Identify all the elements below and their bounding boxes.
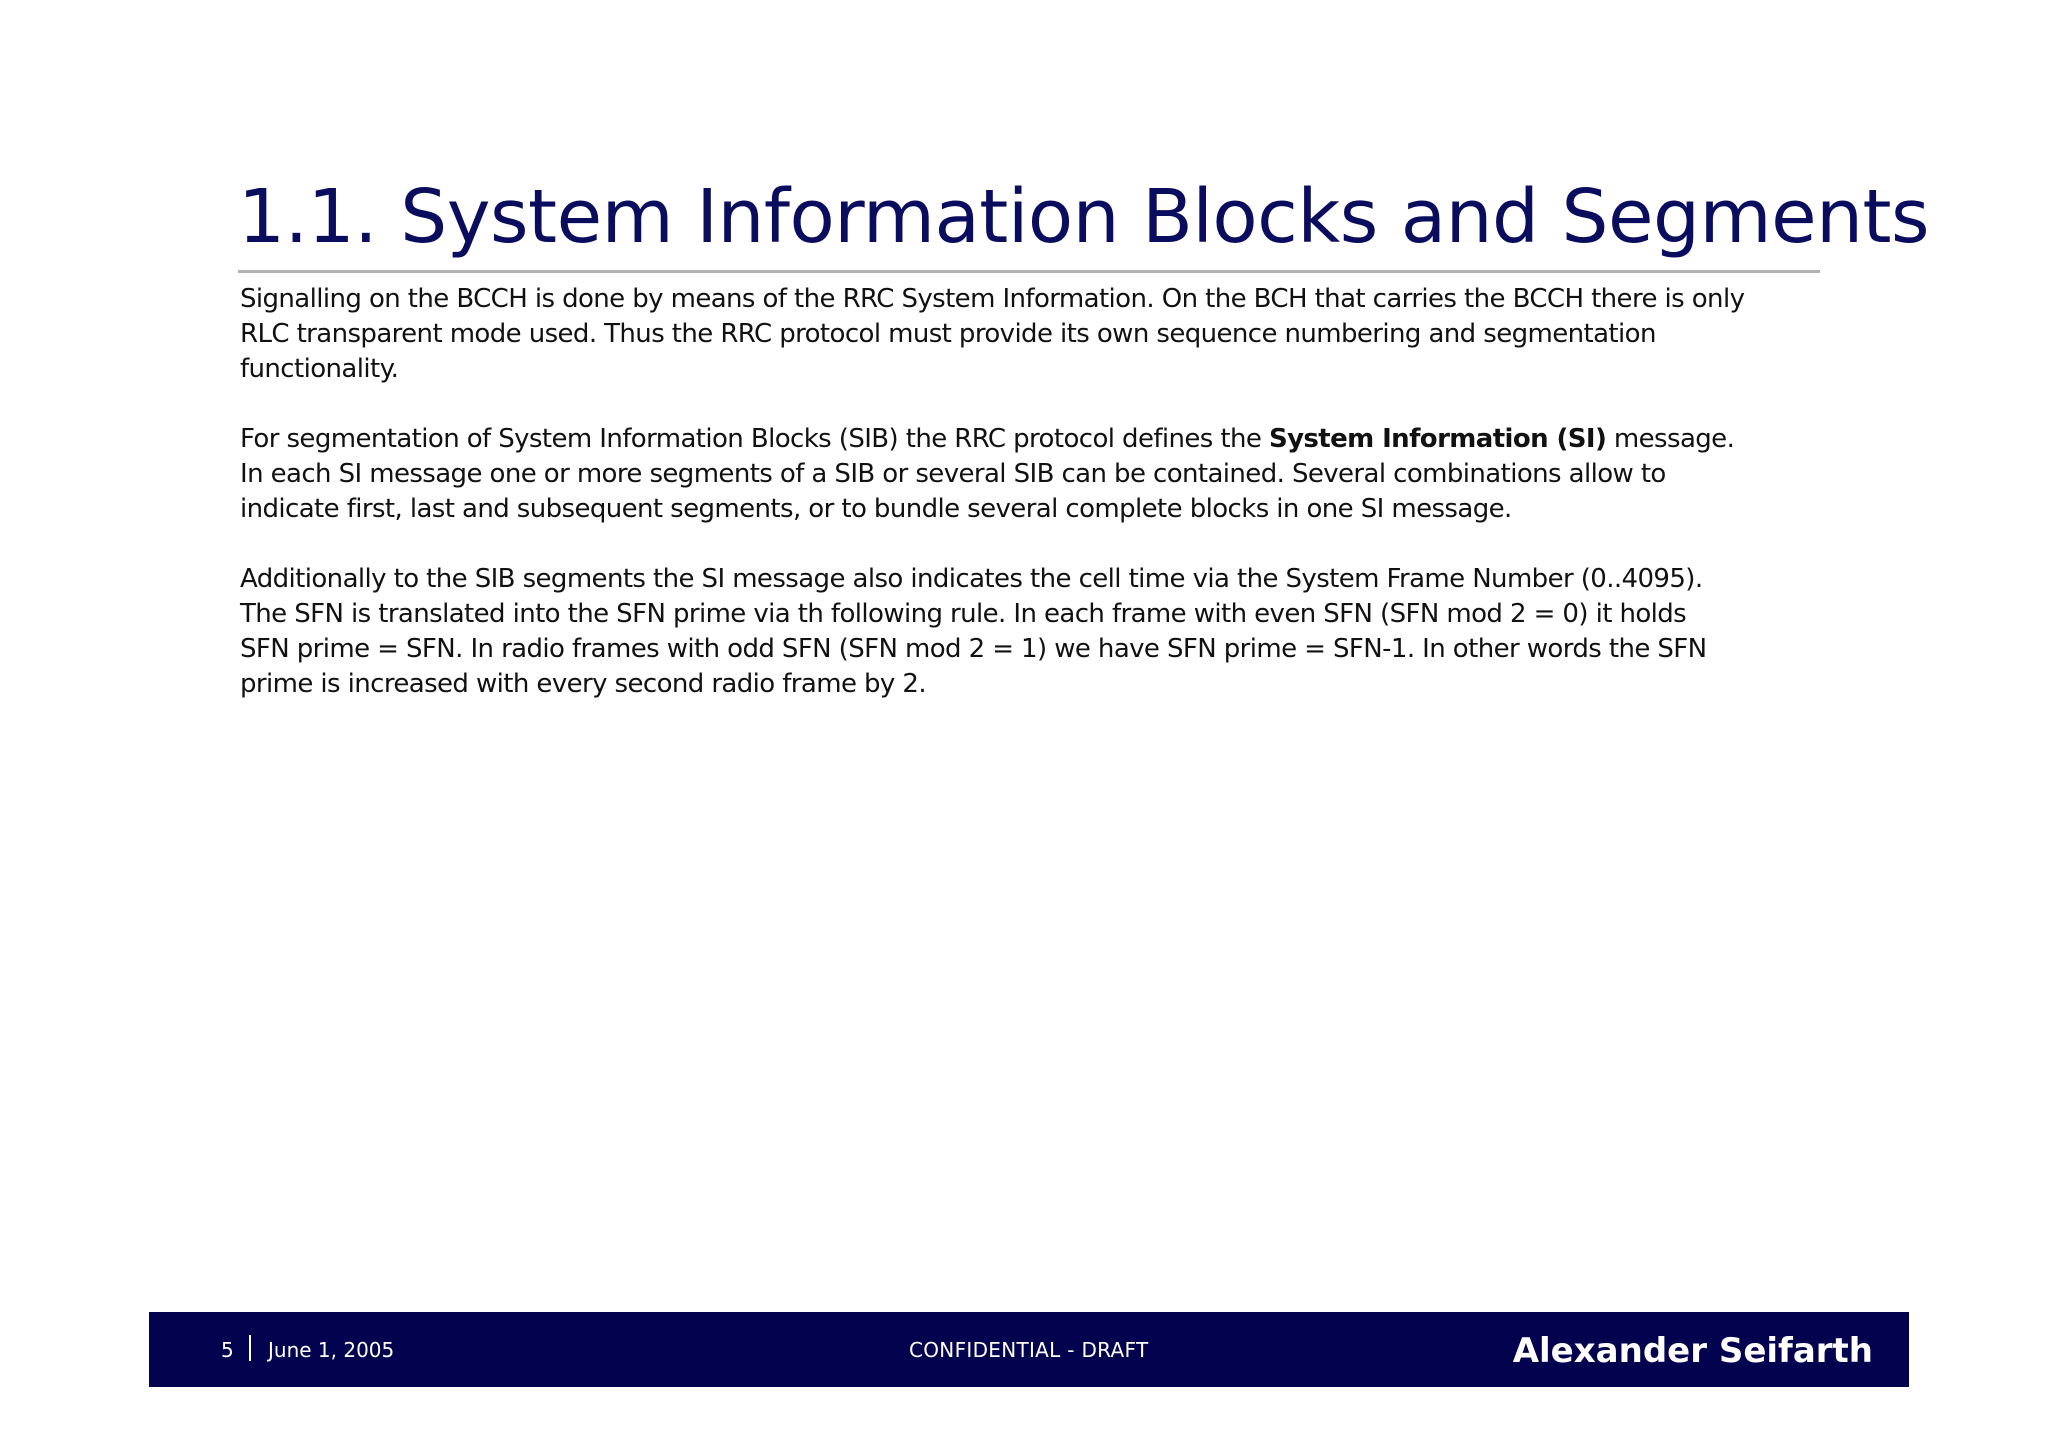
slide-body [240,282,1840,737]
footer-page-number: 5 [221,1338,234,1362]
paragraph-line: prime is increased with every second radio frame by 2. [240,669,926,699]
footer-date: June 1, 2005 [268,1338,395,1362]
paragraph-line [240,422,1840,457]
paragraph-line: Additionally to the SIB segments the SI message also indicates the cell time via the System Frame Number (0..4095). [240,564,1703,594]
slide-title: 1.1. System Information Blocks and Segments [238,174,1930,260]
paragraph-bcch-signalling [240,282,1840,387]
paragraph-line: The SFN is translated into the SFN prime via th following rule. In each frame with even SFN (SFN mod 2 = 0) it holds [240,599,1687,629]
paragraph-sfn-timing [240,562,1840,702]
footer-separator [249,1335,251,1361]
paragraph-line: SFN prime = SFN. In radio frames with odd SFN (SFN mod 2 = 1) we have SFN prime = SFN-1. In other words the SFN [240,634,1707,664]
paragraph-text: For segmentation of System Information Blocks (SIB) the RRC protocol defines the [240,424,1269,454]
footer-author: Alexander Seifarth [1512,1331,1873,1371]
paragraph-line: In each SI message one or more segments of a SIB or several SIB can be contained. Several combinations allow to [240,459,1666,489]
paragraph-line: RLC transparent mode used. Thus the RRC protocol must provide its own sequence numbering and segmentation [240,319,1656,349]
paragraph-sib-segmentation [240,422,1840,527]
paragraph-text: message. [1606,424,1735,454]
paragraph-line: Signalling on the BCCH is done by means of the RRC System Information. On the BCH that carries the BCCH there is only [240,284,1745,314]
paragraph-line: indicate first, last and subsequent segments, or to bundle several complete blocks in one SI message. [240,494,1512,524]
paragraph-line: functionality. [240,354,399,384]
footer-confidential-label: CONFIDENTIAL - DRAFT [909,1338,1149,1362]
bold-term-system-information: System Information (SI) [1268,424,1607,454]
title-divider [238,270,1820,273]
footer-bar [149,1312,1909,1387]
